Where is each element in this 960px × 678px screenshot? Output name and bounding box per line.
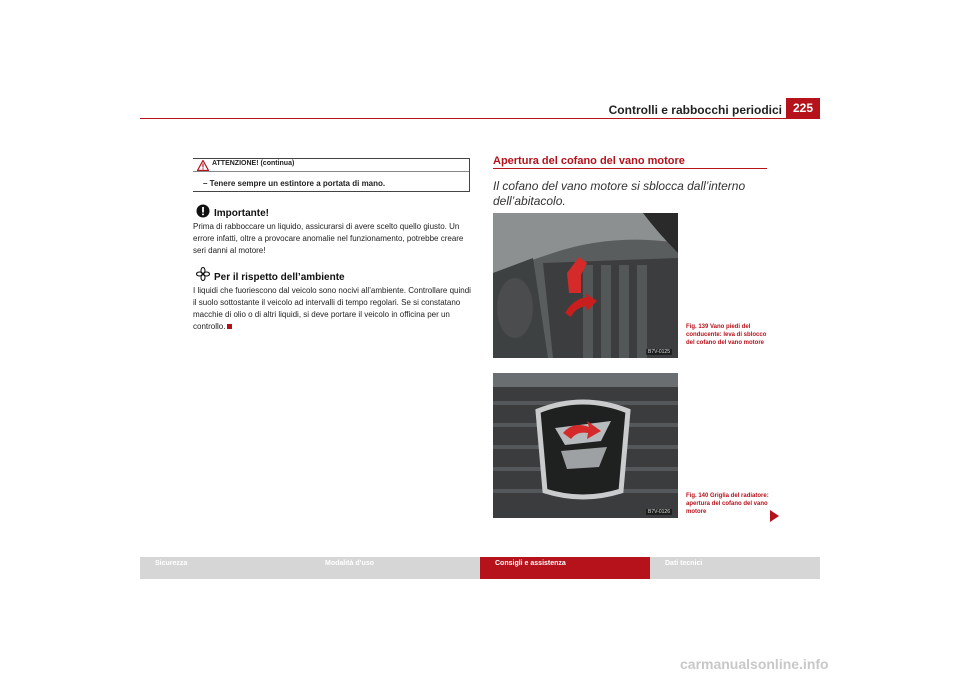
- radiator-grille-illustration: [493, 373, 678, 518]
- footer-tab-modalita-uso[interactable]: Modalità d’uso: [325, 560, 374, 567]
- page-header-title: Controlli e rabbocchi periodici: [608, 103, 782, 117]
- footwell-illustration: [493, 213, 678, 358]
- page-number: 225: [786, 98, 820, 118]
- environment-title: Per il rispetto dell’ambiente: [214, 272, 345, 283]
- footer-tab-consigli-assistenza[interactable]: Consigli e assistenza: [480, 557, 650, 579]
- warning-triangle-icon: [197, 160, 209, 171]
- warning-box: [193, 158, 470, 192]
- figure-139-image: [493, 213, 678, 358]
- section-intro: Il cofano del vano motore si sblocca dall’interno dell’abitacolo.: [493, 179, 746, 208]
- figure-140-image: [493, 373, 678, 518]
- warning-box-header: [193, 159, 469, 172]
- section-divider: [493, 168, 767, 169]
- environment-flower-icon: [196, 267, 210, 281]
- footer-tab-sicurezza[interactable]: Sicurezza: [155, 560, 188, 567]
- figure-code: B7V-0125: [648, 349, 670, 355]
- section-title: Apertura del cofano del vano motore: [493, 155, 685, 167]
- environment-body-text: I liquidi che fuoriescono dal veicolo sono nocivi all’ambiente. Controllare quindi il suolo sottostante il veicolo ad intervalli di tempo regolari. Se si constatano macchie di olio o di altri liquidi, si deve portare il veicolo in officina per un controllo.: [193, 286, 471, 331]
- figure-140-caption: Fig. 140 Griglia del radiatore: apertura del cofano del vano motore: [686, 493, 769, 515]
- next-page-arrow-icon[interactable]: [768, 510, 780, 522]
- watermark: carmanualsonline.info: [680, 656, 829, 672]
- important-body: Prima di rabboccare un liquido, assicurarsi di avere scelto quello giusto. Un errore infatti, oltre a provocare anomalie nel funzionamento, potrebbe creare seri danni al motore!: [193, 222, 464, 255]
- warning-item: – Tenere sempre un estintore a portata di mano.: [203, 179, 386, 188]
- important-exclamation-icon: [196, 204, 210, 218]
- figure-139-caption: Fig. 139 Vano piedi del conducente: leva di sblocco del cofano del vano motore: [686, 324, 767, 346]
- section-end-marker: [227, 324, 232, 329]
- environment-body: [193, 285, 473, 333]
- important-title: Importante!: [214, 208, 269, 219]
- footer-navigation: [140, 557, 820, 579]
- warning-label: ATTENZIONE! (continua): [212, 160, 295, 167]
- figure-code: B7V-0126: [648, 509, 670, 515]
- header-divider: [140, 118, 820, 119]
- footer-tab-dati-tecnici[interactable]: Dati tecnici: [665, 560, 703, 567]
